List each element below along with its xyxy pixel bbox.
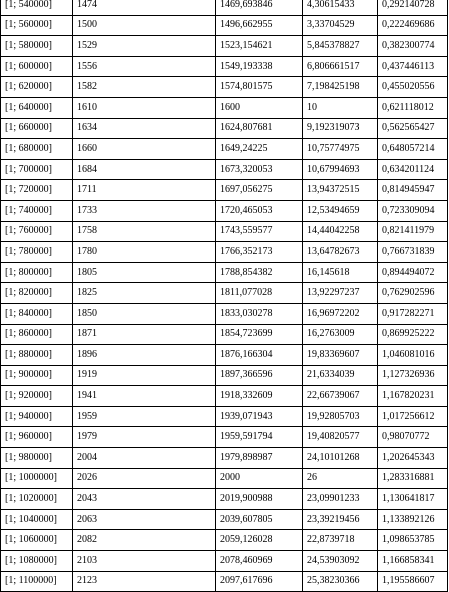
count-cell[interactable]: 1758 xyxy=(73,221,216,242)
count-cell[interactable]: 2123 xyxy=(73,571,216,592)
expected-cell[interactable]: 2000 xyxy=(216,468,303,489)
expected-cell[interactable]: 1549,193338 xyxy=(216,56,303,77)
difference-cell[interactable]: 10 xyxy=(303,97,378,118)
table-row xyxy=(1,56,448,77)
expected-cell[interactable]: 2078,460969 xyxy=(216,551,303,572)
range-cell[interactable]: [1; 800000] xyxy=(1,262,73,283)
percent-cell[interactable]: 0,621118012 xyxy=(378,97,448,118)
count-cell[interactable]: 1660 xyxy=(73,139,216,160)
expected-cell[interactable]: 1574,801575 xyxy=(216,77,303,98)
difference-cell[interactable]: 19,83369607 xyxy=(303,345,378,366)
expected-cell[interactable]: 1496,662955 xyxy=(216,15,303,36)
expected-cell[interactable]: 1720,465053 xyxy=(216,200,303,221)
percent-cell[interactable]: 0,814945947 xyxy=(378,180,448,201)
expected-cell[interactable]: 1788,854382 xyxy=(216,262,303,283)
percent-cell[interactable]: 1,202645343 xyxy=(378,448,448,469)
table-row xyxy=(1,139,448,160)
difference-cell[interactable]: 13,92297237 xyxy=(303,283,378,304)
expected-cell[interactable]: 1743,559577 xyxy=(216,221,303,242)
range-cell[interactable]: [1; 580000] xyxy=(1,36,73,57)
percent-cell[interactable]: 0,98070772 xyxy=(378,427,448,448)
expected-cell[interactable]: 2039,607805 xyxy=(216,509,303,530)
table-row xyxy=(1,118,448,139)
expected-cell[interactable]: 1833,030278 xyxy=(216,303,303,324)
difference-cell[interactable]: 19,92805703 xyxy=(303,406,378,427)
count-cell[interactable]: 2063 xyxy=(73,509,216,530)
range-cell[interactable]: [1; 760000] xyxy=(1,221,73,242)
difference-cell[interactable]: 19,40820577 xyxy=(303,427,378,448)
range-cell[interactable]: [1; 680000] xyxy=(1,139,73,160)
difference-cell[interactable]: 23,39219456 xyxy=(303,509,378,530)
percent-cell[interactable]: 1,283316881 xyxy=(378,468,448,489)
percent-cell[interactable]: 1,130641817 xyxy=(378,489,448,510)
table-row xyxy=(1,262,448,283)
table-row xyxy=(1,221,448,242)
percent-cell[interactable]: 1,133892126 xyxy=(378,509,448,530)
table-row xyxy=(1,448,448,469)
count-cell[interactable]: 1850 xyxy=(73,303,216,324)
percent-cell[interactable]: 0,723309094 xyxy=(378,200,448,221)
difference-cell[interactable]: 24,53903092 xyxy=(303,551,378,572)
difference-cell[interactable]: 6,806661517 xyxy=(303,56,378,77)
count-cell[interactable]: 2082 xyxy=(73,530,216,551)
percent-cell[interactable]: 0,821411979 xyxy=(378,221,448,242)
table-row xyxy=(1,200,448,221)
table-row xyxy=(1,303,448,324)
count-cell[interactable]: 2026 xyxy=(73,468,216,489)
table-row xyxy=(1,97,448,118)
range-cell[interactable]: [1; 940000] xyxy=(1,406,73,427)
difference-cell[interactable]: 7,198425198 xyxy=(303,77,378,98)
difference-cell[interactable]: 26 xyxy=(303,468,378,489)
range-cell[interactable]: [1; 920000] xyxy=(1,386,73,407)
range-cell[interactable]: [1; 1000000] xyxy=(1,468,73,489)
expected-cell[interactable]: 1811,077028 xyxy=(216,283,303,304)
difference-cell[interactable]: 22,66739067 xyxy=(303,386,378,407)
count-cell[interactable]: 1805 xyxy=(73,262,216,283)
percent-cell[interactable]: 0,292140728 xyxy=(378,0,448,15)
percent-cell[interactable]: 0,648057214 xyxy=(378,139,448,160)
percent-cell[interactable]: 0,634201124 xyxy=(378,159,448,180)
table-row xyxy=(1,571,448,592)
difference-cell[interactable]: 16,2763009 xyxy=(303,324,378,345)
percent-cell[interactable]: 1,046081016 xyxy=(378,345,448,366)
expected-cell[interactable]: 1918,332609 xyxy=(216,386,303,407)
count-cell[interactable]: 1780 xyxy=(73,242,216,263)
count-cell[interactable]: 1959 xyxy=(73,406,216,427)
difference-cell[interactable]: 12,53494659 xyxy=(303,200,378,221)
difference-cell[interactable]: 4,30615433 xyxy=(303,0,378,15)
expected-cell[interactable]: 1854,723699 xyxy=(216,324,303,345)
percent-cell[interactable]: 0,894494072 xyxy=(378,262,448,283)
count-cell[interactable]: 1556 xyxy=(73,56,216,77)
count-cell[interactable]: 1733 xyxy=(73,200,216,221)
expected-cell[interactable]: 1649,24225 xyxy=(216,139,303,160)
table-row xyxy=(1,345,448,366)
percent-cell[interactable]: 0,766731839 xyxy=(378,242,448,263)
table-row xyxy=(1,242,448,263)
range-cell[interactable]: [1; 1080000] xyxy=(1,551,73,572)
difference-cell[interactable]: 16,96972202 xyxy=(303,303,378,324)
table-row xyxy=(1,180,448,201)
expected-cell[interactable]: 2019,900988 xyxy=(216,489,303,510)
difference-cell[interactable]: 13,64782673 xyxy=(303,242,378,263)
difference-cell[interactable]: 16,145618 xyxy=(303,262,378,283)
percent-cell[interactable]: 1,098653785 xyxy=(378,530,448,551)
count-cell[interactable]: 1634 xyxy=(73,118,216,139)
range-cell[interactable]: [1; 780000] xyxy=(1,242,73,263)
table-row xyxy=(1,427,448,448)
range-cell[interactable]: [1; 980000] xyxy=(1,448,73,469)
count-cell[interactable]: 1941 xyxy=(73,386,216,407)
table-row xyxy=(1,386,448,407)
count-cell[interactable]: 1684 xyxy=(73,159,216,180)
difference-cell[interactable]: 24,10101268 xyxy=(303,448,378,469)
count-cell[interactable]: 1825 xyxy=(73,283,216,304)
difference-cell[interactable]: 25,38230366 xyxy=(303,571,378,592)
difference-cell[interactable]: 10,67994693 xyxy=(303,159,378,180)
table-row xyxy=(1,530,448,551)
percent-cell[interactable]: 0,917282271 xyxy=(378,303,448,324)
expected-cell[interactable]: 1959,591794 xyxy=(216,427,303,448)
difference-cell[interactable]: 21,6334039 xyxy=(303,365,378,386)
table-row xyxy=(1,77,448,98)
percent-cell[interactable]: 0,222469686 xyxy=(378,15,448,36)
table-row xyxy=(1,36,448,57)
percent-cell[interactable]: 0,869925222 xyxy=(378,324,448,345)
percent-cell[interactable]: 1,195586607 xyxy=(378,571,448,592)
range-cell[interactable]: [1; 900000] xyxy=(1,365,73,386)
expected-cell[interactable]: 1766,352173 xyxy=(216,242,303,263)
expected-cell[interactable]: 1939,071943 xyxy=(216,406,303,427)
expected-cell[interactable]: 1673,320053 xyxy=(216,159,303,180)
count-cell[interactable]: 2043 xyxy=(73,489,216,510)
range-cell[interactable]: [1; 600000] xyxy=(1,56,73,77)
expected-cell[interactable]: 1697,056275 xyxy=(216,180,303,201)
count-cell[interactable]: 1529 xyxy=(73,36,216,57)
table-row xyxy=(1,551,448,572)
count-cell[interactable]: 1582 xyxy=(73,77,216,98)
range-cell[interactable]: [1; 1060000] xyxy=(1,530,73,551)
table-row xyxy=(1,406,448,427)
difference-cell[interactable]: 10,75774975 xyxy=(303,139,378,160)
range-cell[interactable]: [1; 840000] xyxy=(1,303,73,324)
percent-cell[interactable]: 1,017256612 xyxy=(378,406,448,427)
expected-cell[interactable]: 1624,807681 xyxy=(216,118,303,139)
range-cell[interactable]: [1; 620000] xyxy=(1,77,73,98)
range-cell[interactable]: [1; 1040000] xyxy=(1,509,73,530)
range-cell[interactable]: [1; 660000] xyxy=(1,118,73,139)
percent-cell[interactable]: 1,167820231 xyxy=(378,386,448,407)
table-row xyxy=(1,283,448,304)
expected-cell[interactable]: 1897,366596 xyxy=(216,365,303,386)
range-cell[interactable]: [1; 860000] xyxy=(1,324,73,345)
difference-cell[interactable]: 9,19231907З xyxy=(303,118,378,139)
expected-cell[interactable]: 2059,126028 xyxy=(216,530,303,551)
count-cell[interactable]: 1711 xyxy=(73,180,216,201)
count-cell[interactable]: 1474 xyxy=(73,0,216,15)
range-cell[interactable]: [1; 540000] xyxy=(1,0,73,15)
difference-cell[interactable]: 13,94372515 xyxy=(303,180,378,201)
range-cell[interactable]: [1; 880000] xyxy=(1,345,73,366)
range-cell[interactable]: [1; 640000] xyxy=(1,97,73,118)
difference-cell[interactable]: 14,44042258 xyxy=(303,221,378,242)
count-cell[interactable]: 2004 xyxy=(73,448,216,469)
expected-cell[interactable]: 1523,154621 xyxy=(216,36,303,57)
expected-cell[interactable]: 1469,693846 xyxy=(216,0,303,15)
percent-cell[interactable]: 1,127326936 xyxy=(378,365,448,386)
percent-cell[interactable]: 0,455020556 xyxy=(378,77,448,98)
count-cell[interactable]: 1979 xyxy=(73,427,216,448)
count-cell[interactable]: 1871 xyxy=(73,324,216,345)
percent-cell[interactable]: 0,762902596 xyxy=(378,283,448,304)
expected-cell[interactable]: 1876,166304 xyxy=(216,345,303,366)
count-cell[interactable]: 1500 xyxy=(73,15,216,36)
table-row xyxy=(1,468,448,489)
difference-cell[interactable]: 22,8739718 xyxy=(303,530,378,551)
percent-cell[interactable]: 0,437446113 xyxy=(378,56,448,77)
percent-cell[interactable]: 1,166858341 xyxy=(378,551,448,572)
count-cell[interactable]: 2103 xyxy=(73,551,216,572)
table-row xyxy=(1,509,448,530)
percent-cell[interactable]: 0,562565427 xyxy=(378,118,448,139)
range-cell[interactable]: [1; 720000] xyxy=(1,180,73,201)
table-body xyxy=(1,0,448,592)
table-row xyxy=(1,324,448,345)
expected-cell[interactable]: 2097,617696 xyxy=(216,571,303,592)
percent-cell[interactable]: 0,382300774 xyxy=(378,36,448,57)
expected-cell[interactable]: 1600 xyxy=(216,97,303,118)
table-row xyxy=(1,15,448,36)
range-cell[interactable]: [1; 700000] xyxy=(1,159,73,180)
range-cell[interactable]: [1; 960000] xyxy=(1,427,73,448)
range-cell[interactable]: [1; 560000] xyxy=(1,15,73,36)
expected-cell[interactable]: 1979,898987 xyxy=(216,448,303,469)
table-row xyxy=(1,365,448,386)
range-cell[interactable]: [1; 1020000] xyxy=(1,489,73,510)
count-cell[interactable]: 1919 xyxy=(73,365,216,386)
range-cell[interactable]: [1; 1100000] xyxy=(1,571,73,592)
difference-cell[interactable]: 23,09901233 xyxy=(303,489,378,510)
range-cell[interactable]: [1; 820000] xyxy=(1,283,73,304)
count-cell[interactable]: 1610 xyxy=(73,97,216,118)
difference-cell[interactable]: 3,33704529 xyxy=(303,15,378,36)
table-row xyxy=(1,159,448,180)
difference-cell[interactable]: 5,845378827 xyxy=(303,36,378,57)
count-cell[interactable]: 1896 xyxy=(73,345,216,366)
range-cell[interactable]: [1; 740000] xyxy=(1,200,73,221)
table-row xyxy=(1,0,448,15)
